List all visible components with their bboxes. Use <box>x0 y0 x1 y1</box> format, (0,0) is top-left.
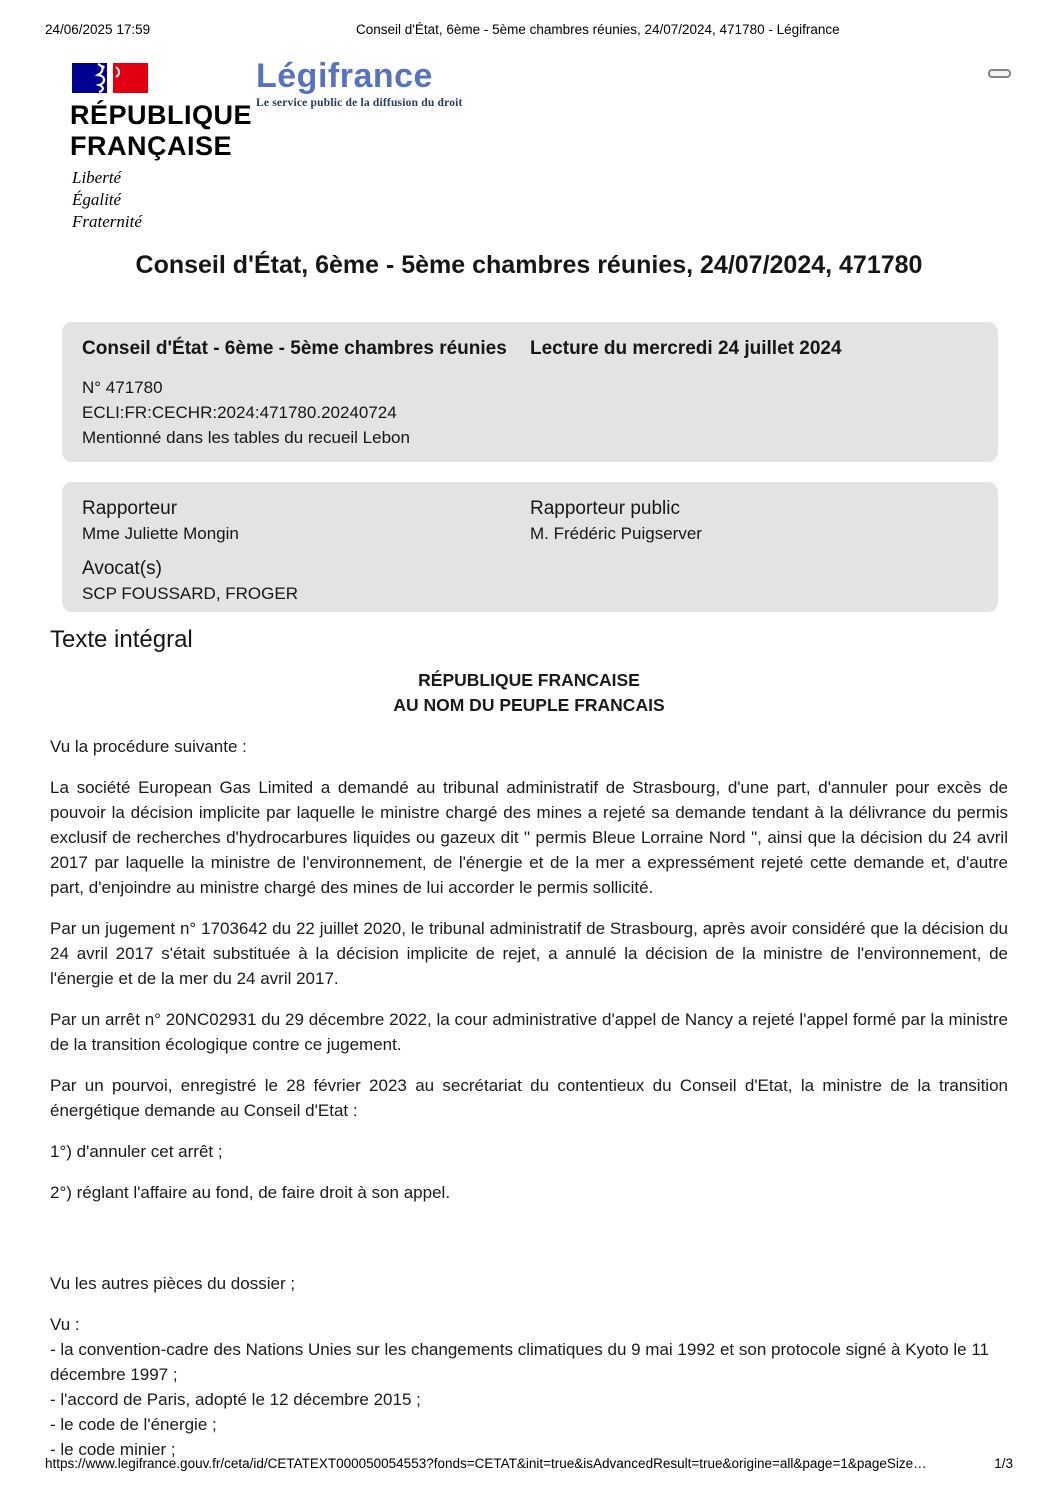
page-indicator: 1/3 <box>994 1456 1013 1471</box>
paragraph: 1°) d'annuler cet arrêt ; <box>50 1142 223 1161</box>
paragraph: 2°) réglant l'affaire au fond, de faire droit à son appel. <box>50 1183 451 1202</box>
people-card <box>62 482 998 612</box>
source-url: https://www.legifrance.gouv.fr/ceta/id/CETATEXT000050054553?fonds=CETAT&init=true&isAdvancedResult=true&origine=all&page=1&pageSize… <box>45 1456 927 1471</box>
print-document-title: Conseil d'État, 6ème - 5ème chambres réunies, 24/07/2024, 471780 - Légifrance <box>356 22 840 37</box>
lecture-date: Lecture du mercredi 24 juillet 2024 <box>530 338 842 359</box>
rapporteur-label: Rapporteur <box>82 498 178 519</box>
republique-header: RÉPUBLIQUE FRANCAISE AU NOM DU PEUPLE FRANCAIS <box>393 670 665 715</box>
court-name: Conseil d'État - 6ème - 5ème chambres réunies <box>82 338 507 359</box>
paragraph: Vu la procédure suivante : <box>50 737 247 756</box>
decision-summary-card <box>62 322 998 462</box>
vu-item: - le code de l'énergie ; <box>50 1415 217 1434</box>
vu-list <box>50 1312 1008 1462</box>
rapporteur-name: Mme Juliette Mongin <box>82 524 239 543</box>
rapporteur-public-name: M. Frédéric Puigserver <box>530 524 702 543</box>
motto: Liberté Égalité Fraternité <box>72 168 142 231</box>
decision-mention: Mentionné dans les tables du recueil Lebon <box>82 428 410 447</box>
texte-integral-heading: Texte intégral <box>50 626 193 653</box>
paragraph: Par un jugement n° 1703642 du 22 juillet 2020, le tribunal administratif de Strasbourg, après avoir considéré que la décision du 24 avril 2017 s'était substituée à la décision implicite de rejet, a annulé la décision de la ministre de l'environnement, de l'énergie et de la mer du 24 avril 2017. <box>50 919 1008 988</box>
legifrance-wordmark: Légifrance <box>256 57 433 95</box>
print-datetime: 24/06/2025 17:59 <box>45 22 151 37</box>
vu-item: - l'accord de Paris, adopté le 12 décembre 2015 ; <box>50 1390 421 1409</box>
vu-item: - la convention-cadre des Nations Unies sur les changements climatiques du 9 mai 1992 et son protocole signé à Kyoto le 11 décembre 1997 ; <box>50 1340 989 1384</box>
paragraph: La société European Gas Limited a demandé au tribunal administratif de Strasbourg, d'une part, d'annuler pour excès de pouvoir la décision implicite par laquelle le ministre chargé des mines a rejeté sa demande tendant à la délivrance du permis exclusif de recherches d'hydrocarbures liquides ou gazeux dit " permis Bleue Lorraine Nord ", ainsi que la décision du 24 avril 2017 par laquelle la ministre de l'environnement, de l'énergie et de la mer a expressément rejeté cette demande et, d'autre part, d'enjoindre au ministre chargé des mines de lui accorder le permis sollicité. <box>50 778 1008 897</box>
avocats-value: SCP FOUSSARD, FROGER <box>82 584 298 603</box>
vu-heading: Vu : <box>50 1315 80 1334</box>
vu-item: - le code minier ; <box>50 1440 176 1459</box>
marianne-flag-icon <box>72 63 148 98</box>
legifrance-tagline: Le service public de la diffusion du droit <box>256 97 463 109</box>
republique-francaise-wordmark: RÉPUBLIQUE FRANÇAISE <box>70 100 253 161</box>
decision-text-body <box>50 660 1008 1462</box>
print-footer <box>45 1456 1013 1471</box>
paragraph: Par un pourvoi, enregistré le 28 février 2023 au secrétariat du contentieux du Conseil d'Etat, la ministre de la transition énergétique demande au Conseil d'Etat : <box>50 1076 1008 1120</box>
page-title: Conseil d'État, 6ème - 5ème chambres réunies, 24/07/2024, 471780 <box>135 251 923 279</box>
rapporteur-public-label: Rapporteur public <box>530 498 680 519</box>
legifrance-logo <box>256 58 463 109</box>
avocats-label: Avocat(s) <box>82 558 162 579</box>
decision-number: N° 471780 <box>82 378 163 397</box>
decision-ecli: ECLI:FR:CECHR:2024:471780.20240724 <box>82 403 397 422</box>
paragraph: Par un arrêt n° 20NC02931 du 29 décembre 2022, la cour administrative d'appel de Nancy a rejeté l'appel formé par la ministre de la transition écologique contre ce jugement. <box>50 1010 1008 1054</box>
collapse-button[interactable] <box>988 69 1011 78</box>
paragraph: Vu les autres pièces du dossier ; <box>50 1274 296 1293</box>
